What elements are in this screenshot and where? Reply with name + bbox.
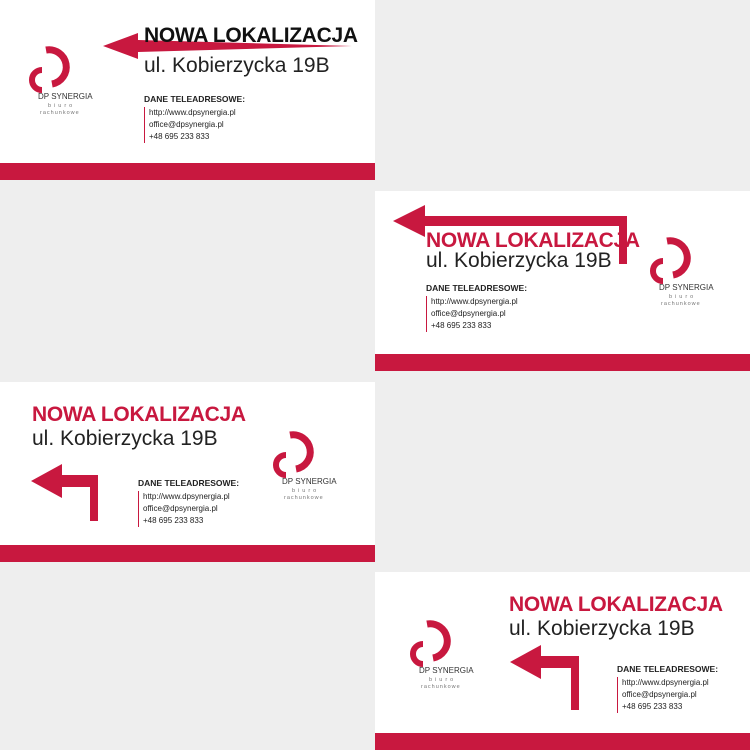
email-link[interactable]: office@dpsynergia.pl	[143, 504, 218, 513]
contact-list	[144, 107, 245, 143]
address: ul. Kobierzycka 19B	[426, 249, 612, 272]
logo-line1: biuro	[429, 677, 457, 683]
business-card-1	[0, 0, 375, 180]
accent-bar	[0, 545, 375, 562]
contact-block	[138, 477, 239, 527]
email-link[interactable]: office@dpsynergia.pl	[431, 309, 506, 318]
accent-bar	[0, 163, 375, 180]
address: ul. Kobierzycka 19B	[32, 427, 218, 450]
logo-line2: rachunkowe	[421, 684, 461, 690]
website-link[interactable]: http://www.dpsynergia.pl	[431, 297, 518, 306]
company-logo	[268, 429, 338, 509]
contact-list	[617, 677, 718, 713]
headline: NOWA LOKALIZACJA	[32, 403, 246, 426]
logo-brand: DP SYNERGIA	[659, 283, 714, 292]
phone-number: +48 695 233 833	[143, 516, 204, 525]
logo-line2: rachunkowe	[40, 110, 80, 116]
website-link[interactable]: http://www.dpsynergia.pl	[622, 678, 709, 687]
website-link[interactable]: http://www.dpsynergia.pl	[143, 492, 230, 501]
logo-line1: biuro	[48, 103, 76, 109]
headline: NOWA LOKALIZACJA	[426, 229, 640, 252]
address: ul. Kobierzycka 19B	[144, 54, 330, 77]
headline: NOWA LOKALIZACJA	[144, 24, 358, 47]
contact-header: DANE TELEADRESOWE:	[426, 283, 528, 293]
contact-block	[617, 663, 718, 713]
logo-line2: rachunkowe	[661, 301, 701, 307]
website-link[interactable]: http://www.dpsynergia.pl	[149, 108, 236, 117]
contact-block	[144, 93, 245, 143]
logo-brand: DP SYNERGIA	[419, 666, 474, 675]
logo-brand: DP SYNERGIA	[38, 92, 93, 101]
phone-number: +48 695 233 833	[431, 321, 492, 330]
contact-header: DANE TELEADRESOWE:	[138, 478, 240, 488]
headline: NOWA LOKALIZACJA	[509, 593, 723, 616]
company-logo	[405, 618, 475, 698]
phone-number: +48 695 233 833	[622, 702, 683, 711]
email-link[interactable]: office@dpsynergia.pl	[149, 120, 224, 129]
logo-line1: biuro	[669, 294, 697, 300]
logo-line1: biuro	[292, 488, 320, 494]
contact-block	[426, 282, 527, 332]
accent-bar	[375, 733, 750, 750]
logo-brand: DP SYNERGIA	[282, 477, 337, 486]
business-card-2	[375, 191, 750, 371]
address: ul. Kobierzycka 19B	[509, 617, 695, 640]
contact-header: DANE TELEADRESOWE:	[144, 94, 246, 104]
business-card-3	[0, 382, 375, 562]
contact-list	[138, 491, 239, 527]
logo-line2: rachunkowe	[284, 495, 324, 501]
company-logo	[24, 44, 94, 124]
business-card-4	[375, 572, 750, 750]
contact-header: DANE TELEADRESOWE:	[617, 664, 719, 674]
company-logo	[645, 235, 715, 315]
email-link[interactable]: office@dpsynergia.pl	[622, 690, 697, 699]
contact-list	[426, 296, 527, 332]
accent-bar	[375, 354, 750, 371]
phone-number: +48 695 233 833	[149, 132, 210, 141]
